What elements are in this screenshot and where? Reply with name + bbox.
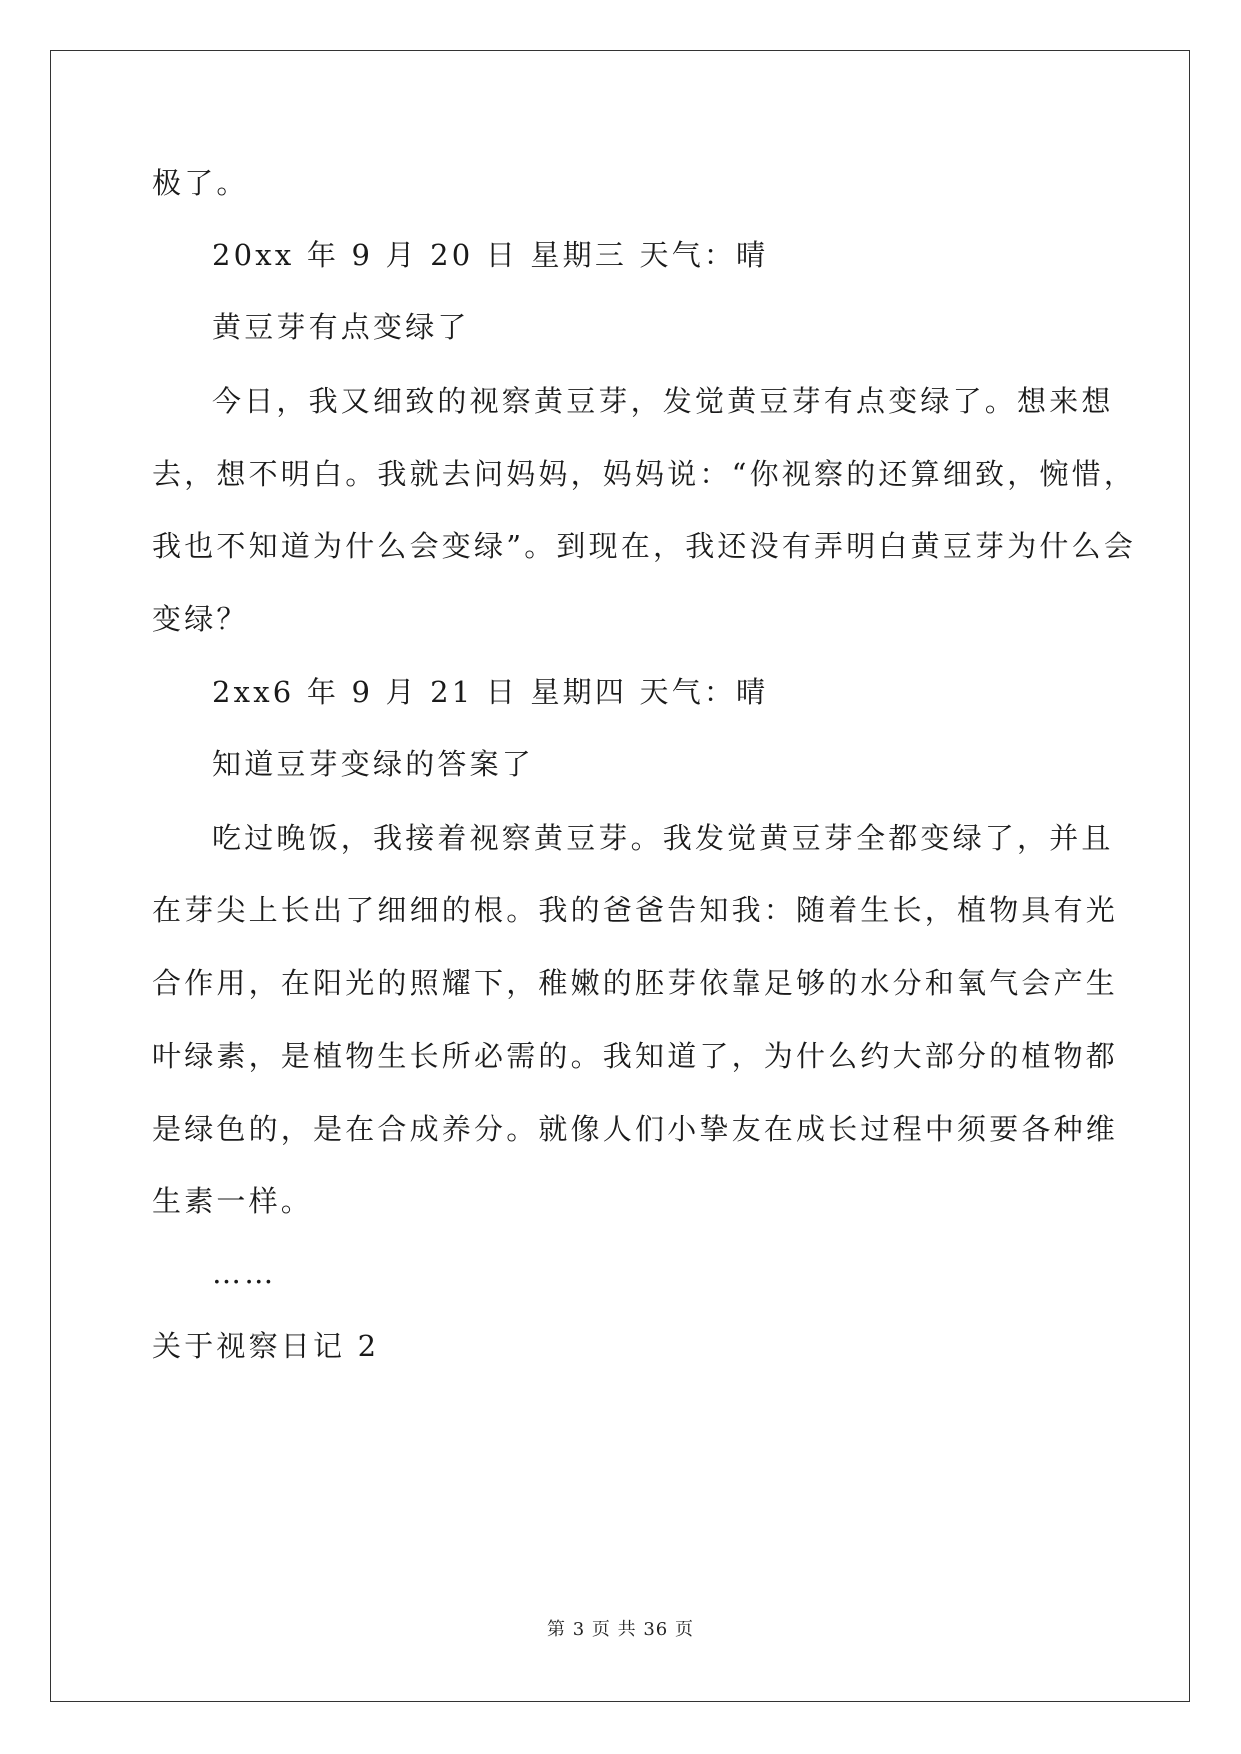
paragraph-line: 我也不知道为什么会变绿”。到现在，我还没有弄明白黄豆芽为什么会 (152, 529, 1137, 563)
paragraph-line: 今日，我又细致的视察黄豆芽，发觉黄豆芽有点变绿了。想来想 (212, 384, 1114, 418)
page-border (50, 50, 1190, 1702)
paragraph-line: 生素一样。 (152, 1184, 314, 1218)
paragraph-line: 是绿色的，是在合成养分。就像人们小挚友在成长过程中须要各种维 (152, 1112, 1119, 1146)
paragraph-line: 叶绿素，是植物生长所必需的。我知道了，为什么约大部分的植物都 (152, 1039, 1119, 1073)
paragraph-continuation: 极了。 (152, 166, 249, 200)
paragraph-line: 变绿？ (152, 602, 249, 636)
ellipsis: …… (212, 1256, 277, 1290)
diary-entry-title: 黄豆芽有点变绿了 (212, 310, 470, 344)
section-heading: 关于视察日记 2 (152, 1329, 380, 1363)
diary-date-entry: 20xx 年 9 月 20 日 星期三 天气：晴 (212, 238, 769, 272)
paragraph-line: 去，想不明白。我就去问妈妈，妈妈说：“你视察的还算细致，惋惜， (152, 457, 1137, 491)
diary-entry-title: 知道豆芽变绿的答案了 (212, 747, 535, 781)
diary-date-entry: 2xx6 年 9 月 21 日 星期四 天气：晴 (212, 675, 769, 709)
page-number: 第 3 页 共 36 页 (547, 1619, 694, 1640)
paragraph-line: 吃过晚饭，我接着视察黄豆芽。我发觉黄豆芽全都变绿了，并且 (212, 821, 1114, 855)
paragraph-line: 在芽尖上长出了细细的根。我的爸爸告知我：随着生长，植物具有光 (152, 893, 1119, 927)
paragraph-line: 合作用，在阳光的照耀下，稚嫩的胚芽依靠足够的水分和氧气会产生 (152, 966, 1119, 1000)
